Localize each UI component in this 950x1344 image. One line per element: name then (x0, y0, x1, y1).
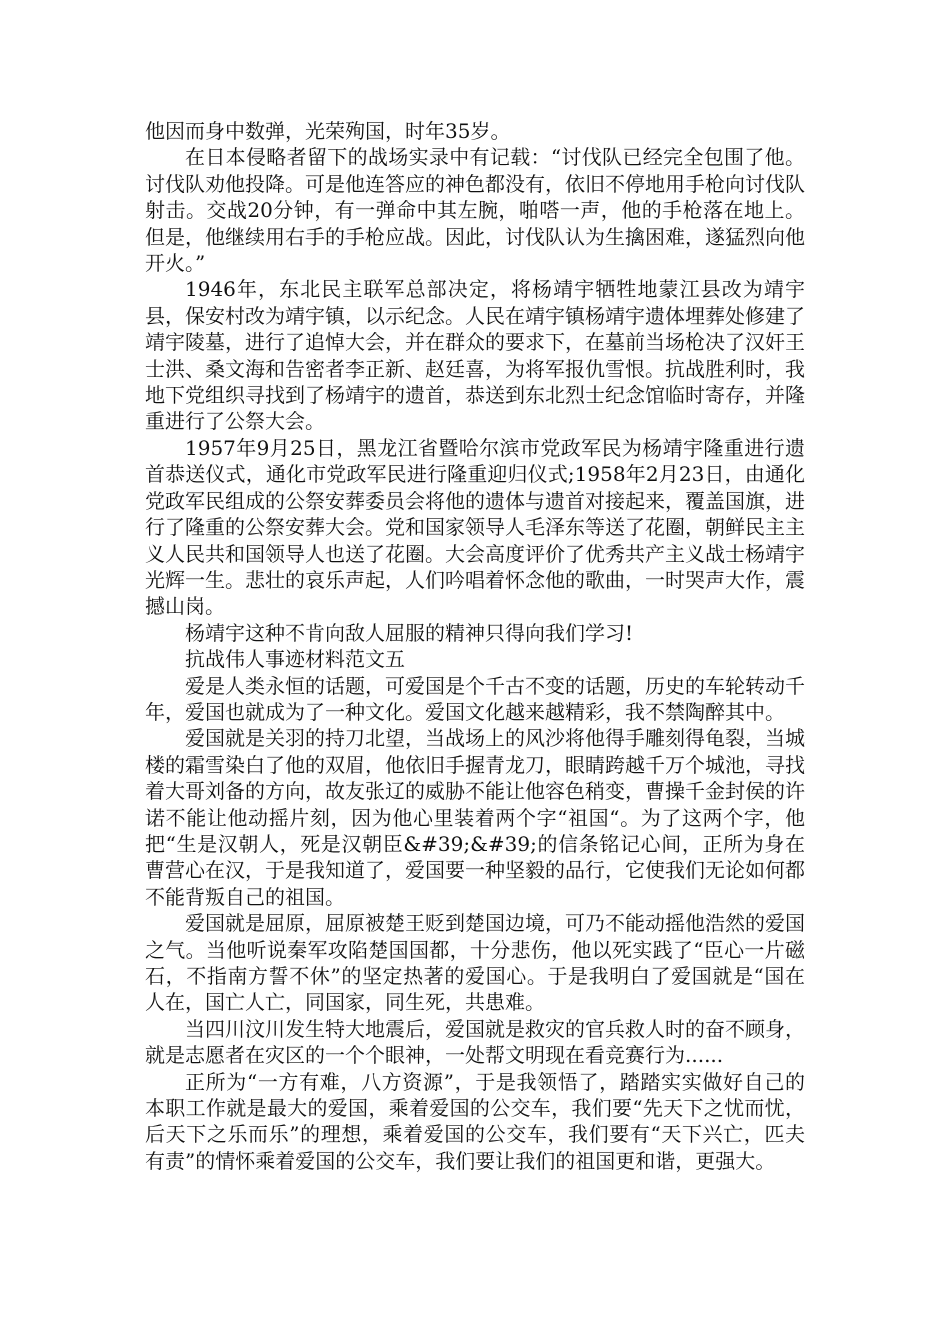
paragraph-1: 他因而身中数弹，光荣殉国，时年35岁。 (145, 119, 511, 143)
paragraph-5: 杨靖宇这种不肯向敌人屈服的精神只得向我们学习! (185, 620, 634, 645)
paragraph-7: 爱国就是关羽的持刀北望，当战场上的风沙将他得手雕刻得龟裂，当城楼的霜雪染白了他的双眉，他依旧手握青龙刀，眼睛跨越千万个城池，寻找着大哥刘备的方向，故友张辽的威胁不能让他容色稍变，曹操千金封侯的许诺不能让他动摇片刻，因为他心里装着两个字“祖国“。为了这两个字，他把“生是汉朝人，死是汉朝臣&#39;&#39;的信条铭记心间，正所为身在曹营心在汉，于是我知道了，爱国要一种坚毅的品行，它使我们无论如何都不能背叛自己的祖国。 (145, 726, 805, 909)
paragraph-3: 1946年，东北民主联军总部决定，将杨靖宇牺牲地蒙江县改为靖宇县，保安村改为靖宇镇，以示纪念。人民在靖宇镇杨靖宇遗体埋葬处修建了靖宇陵墓，进行了追悼大会，并在群众的要求下，在墓前当场枪决了汉奸王士洪、桑文海和告密者李正新、赵廷喜，为将军报仇雪恨。抗战胜利时，我地下党组织寻找到了杨靖宇的遗首，恭送到东北烈士纪念馆临时寄存，并隆重进行了公祭大会。 (145, 277, 805, 434)
paragraph-6: 爱是人类永恒的话题，可爱国是个千古不变的话题，历史的车轮转动千年，爱国也就成为了一种文化。爱国文化越来越精彩，我不禁陶醉其中。 (145, 673, 805, 724)
paragraph-10: 正所为“一方有难，八方资源”，于是我领悟了，踏踏实实做好自己的本职工作就是最大的爱国，乘着爱国的公交车，我们要“先天下之忧而忧，后天下之乐而乐”的理想，乘着爱国的公交车，我们要有“天下兴亡，匹夫有责”的情怀乘着爱国的公交车，我们要让我们的祖国更和谐，更强大。 (145, 1069, 805, 1173)
paragraph-2: 在日本侵略者留下的战场实录中有记载：“讨伐队已经完全包围了他。讨伐队劝他投降。可是他连答应的神色都没有，依旧不停地用手枪向讨伐队射击。交战20分钟，有一弹命中其左腕，啪嗒一声，他的手枪落在地上。但是，他继续用右手的手枪应战。因此，讨伐队认为生擒困难，遂猛烈向他开火。” (145, 145, 805, 276)
paragraph-8: 爱国就是屈原，屈原被楚王贬到楚国边境，可乃不能动摇他浩然的爱国之气。当他听说秦军攻陷楚国国都，十分悲伤，他以死实践了“臣心一片磁石，不指南方誓不休”的坚定热著的爱国心。于是我明白了爱国就是“国在人在，国亡人亡，同国家，同生死，共患难。 (145, 911, 805, 1015)
section-heading: 抗战伟人事迹材料范文五 (185, 647, 405, 672)
paragraph-4: 1957年9月25日，黑龙江省暨哈尔滨市党政军民为杨靖宇隆重进行遗首恭送仪式，通化市党政军民进行隆重迎归仪式;1958年2月23日，由通化党政军民组成的公祭安葬委员会将他的遗体与遗首对接起来，覆盖国旗，进行了隆重的公祭安葬大会。党和国家领导人毛泽东等送了花圈，朝鲜民主主义人民共和国领导人也送了花圈。大会高度评价了优秀共产主义战士杨靖宇光辉一生。悲壮的哀乐声起，人们吟唱着怀念他的歌曲，一时哭声大作，震撼山岗。 (145, 435, 805, 619)
document-body (145, 118, 805, 1174)
paragraph-9: 当四川汶川发生特大地震后，爱国就是救灾的官兵救人时的奋不顾身，就是志愿者在灾区的一个个眼神，一处帮文明现在看竞赛行为...... (145, 1016, 805, 1068)
